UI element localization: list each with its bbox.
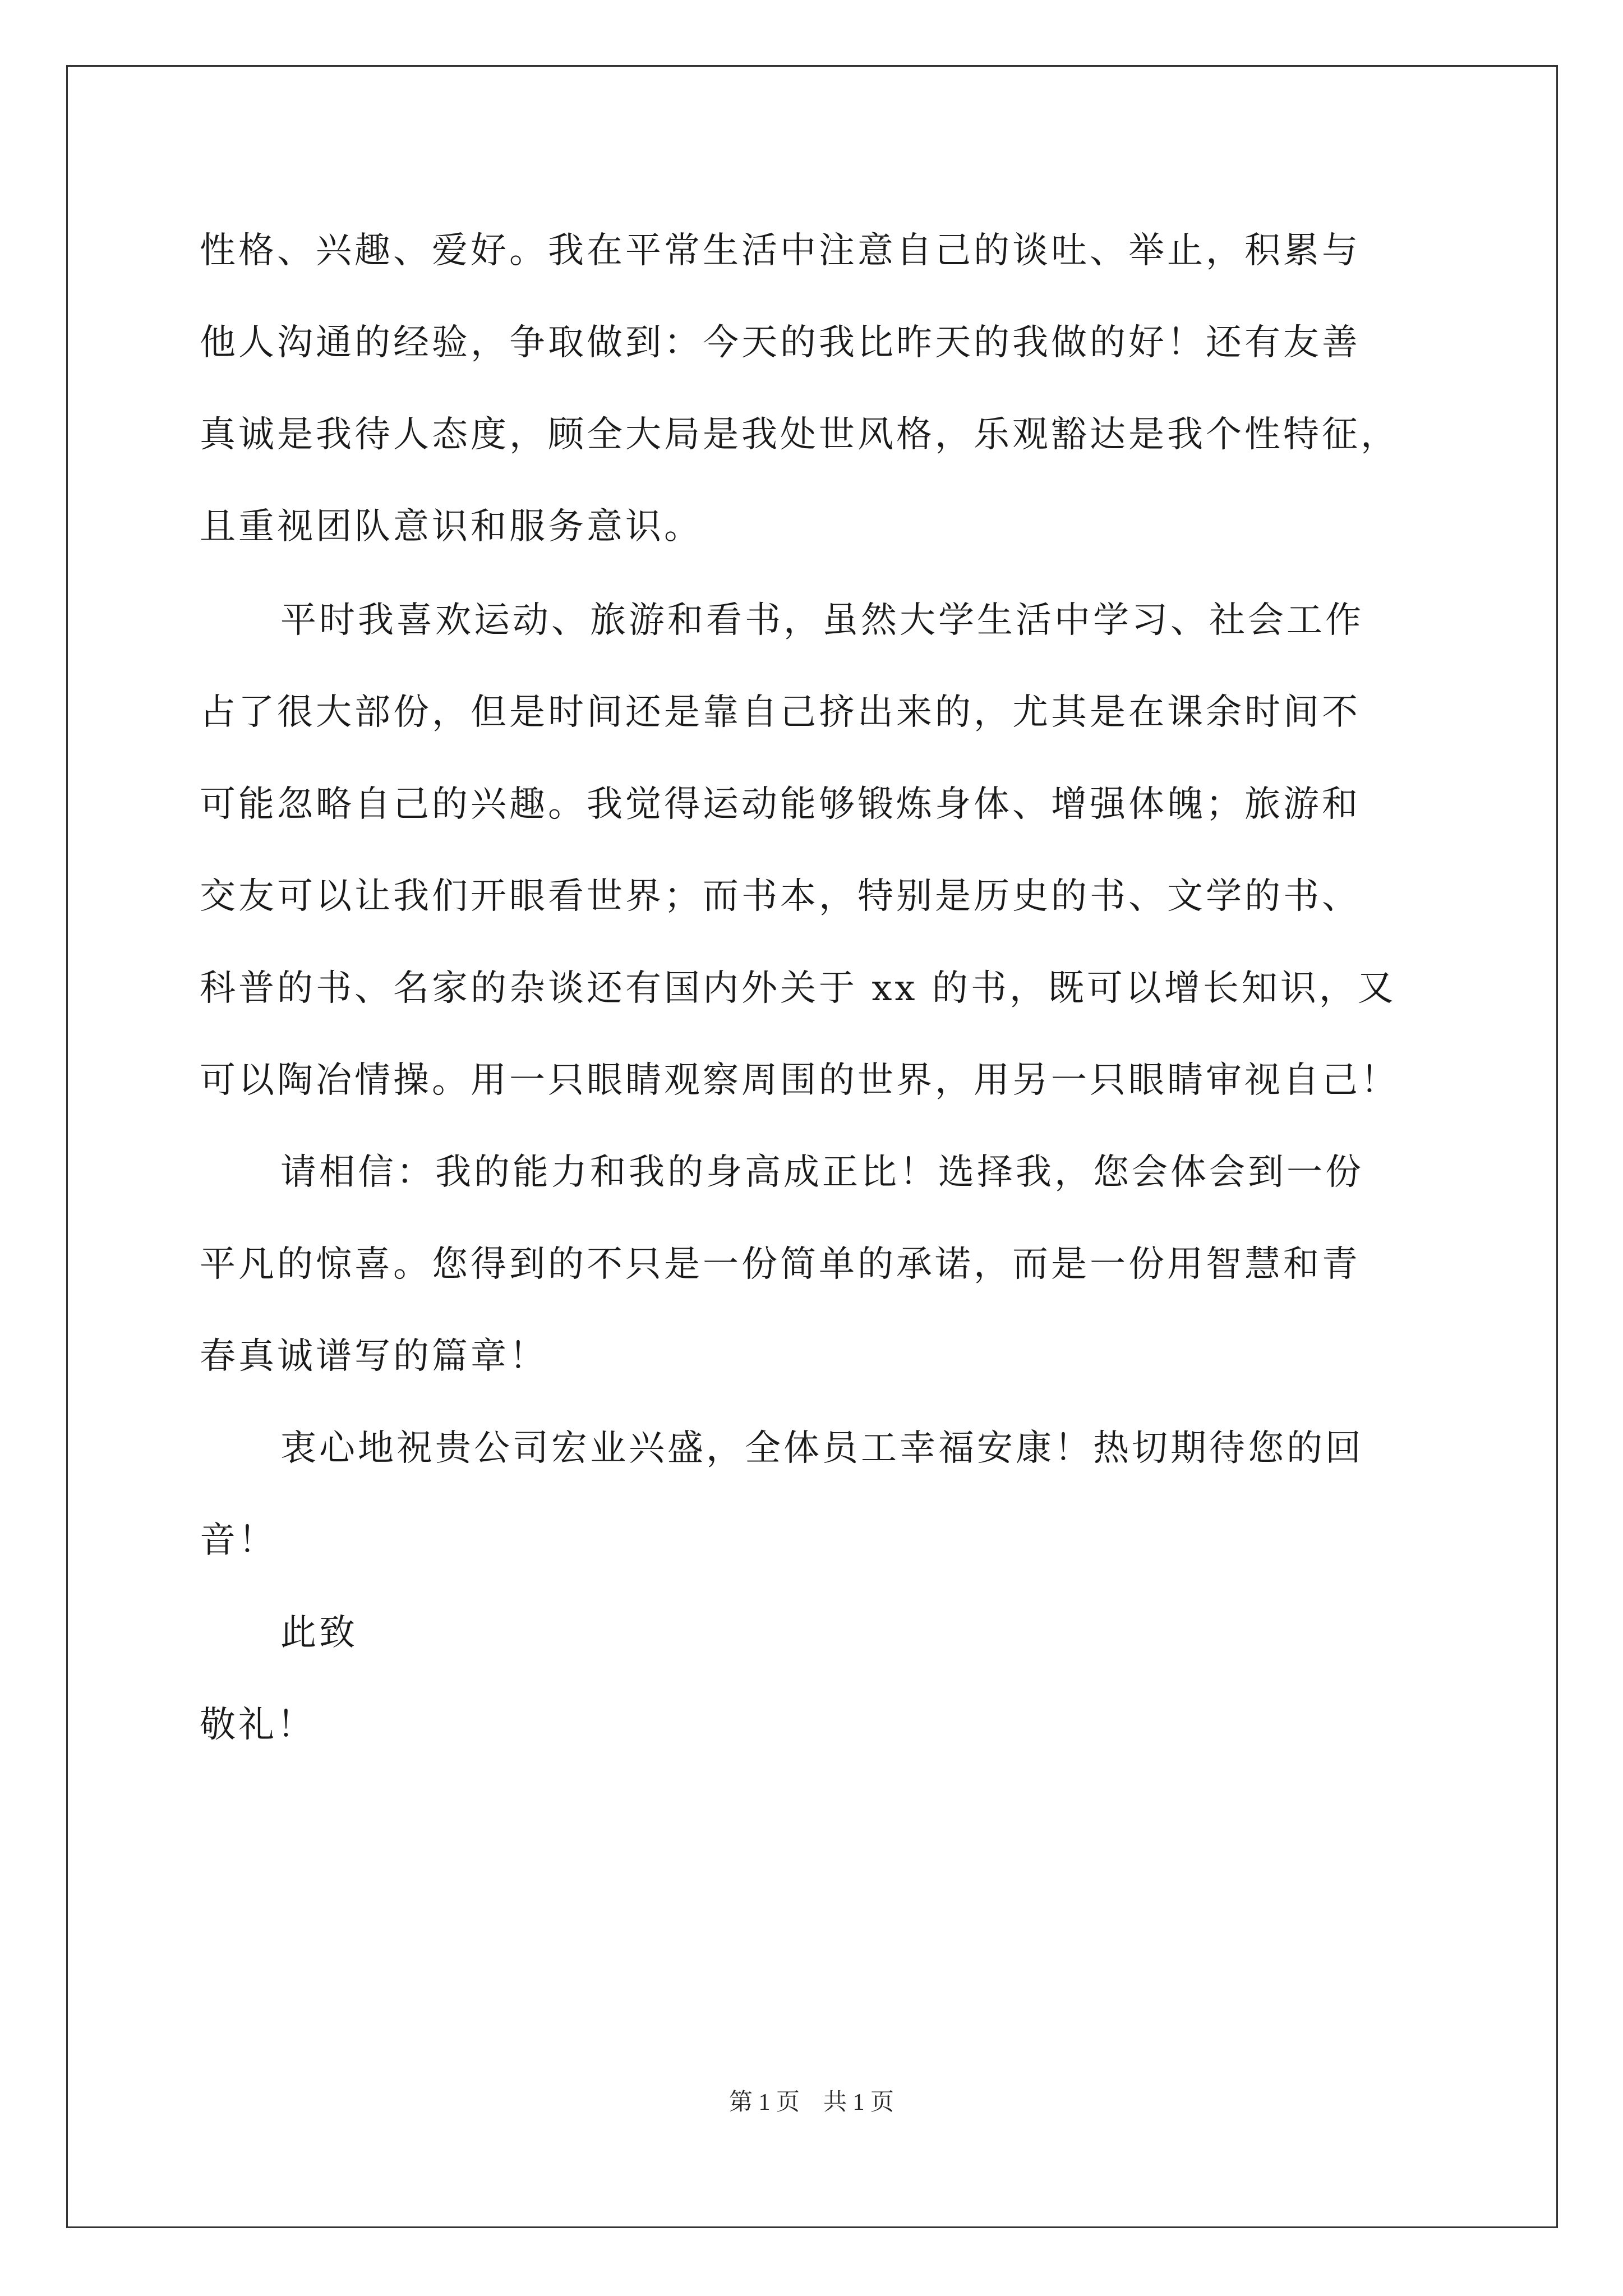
closing-regards: 敬礼！ (200, 1704, 316, 1746)
text-line-1: 性格、兴趣、爱好。我在平常生活中注意自己的谈吐、举止，积累与 (200, 230, 1361, 272)
text-line-14: 衷心地祝贵公司宏业兴盛，全体员工幸福安康！热切期待您的回 (280, 1428, 1364, 1469)
closing-salutation: 此致 (280, 1612, 358, 1654)
text-line-9: 科普的书、名家的杂谈还有国内外关于 xx 的书，既可以增长知识，又 (200, 968, 1396, 1009)
text-line-15: 音！ (200, 1520, 277, 1561)
text-line-8: 交友可以让我们开眼看世界；而书本，特别是历史的书、文学的书、 (200, 876, 1361, 917)
text-line-6: 占了很大部份，但是时间还是靠自己挤出来的，尤其是在课余时间不 (200, 692, 1361, 733)
text-line-3: 真诚是我待人态度，顾全大局是我处世风格，乐观豁达是我个性特征， (200, 414, 1399, 455)
text-line-13: 春真诚谱写的篇章！ (200, 1336, 548, 1377)
text-line-11: 请相信：我的能力和我的身高成正比！选择我，您会体会到一份 (280, 1152, 1364, 1193)
text-line-4: 且重视团队意识和服务意识。 (200, 506, 703, 547)
page-border (66, 65, 1558, 2228)
text-line-12: 平凡的惊喜。您得到的不只是一份简单的承诺，而是一份用智慧和青 (200, 1244, 1361, 1285)
text-line-7: 可能忽略自己的兴趣。我觉得运动能够锻炼身体、增强体魄；旅游和 (200, 784, 1361, 825)
text-line-5: 平时我喜欢运动、旅游和看书，虽然大学生活中学习、社会工作 (280, 600, 1364, 641)
text-line-10: 可以陶冶情操。用一只眼睛观察周围的世界，用另一只眼睛审视自己！ (200, 1060, 1399, 1101)
text-line-2: 他人沟通的经验，争取做到：今天的我比昨天的我做的好！还有友善 (200, 322, 1361, 364)
page-number-footer: 第 1 页 共 1 页 (728, 2090, 894, 2115)
